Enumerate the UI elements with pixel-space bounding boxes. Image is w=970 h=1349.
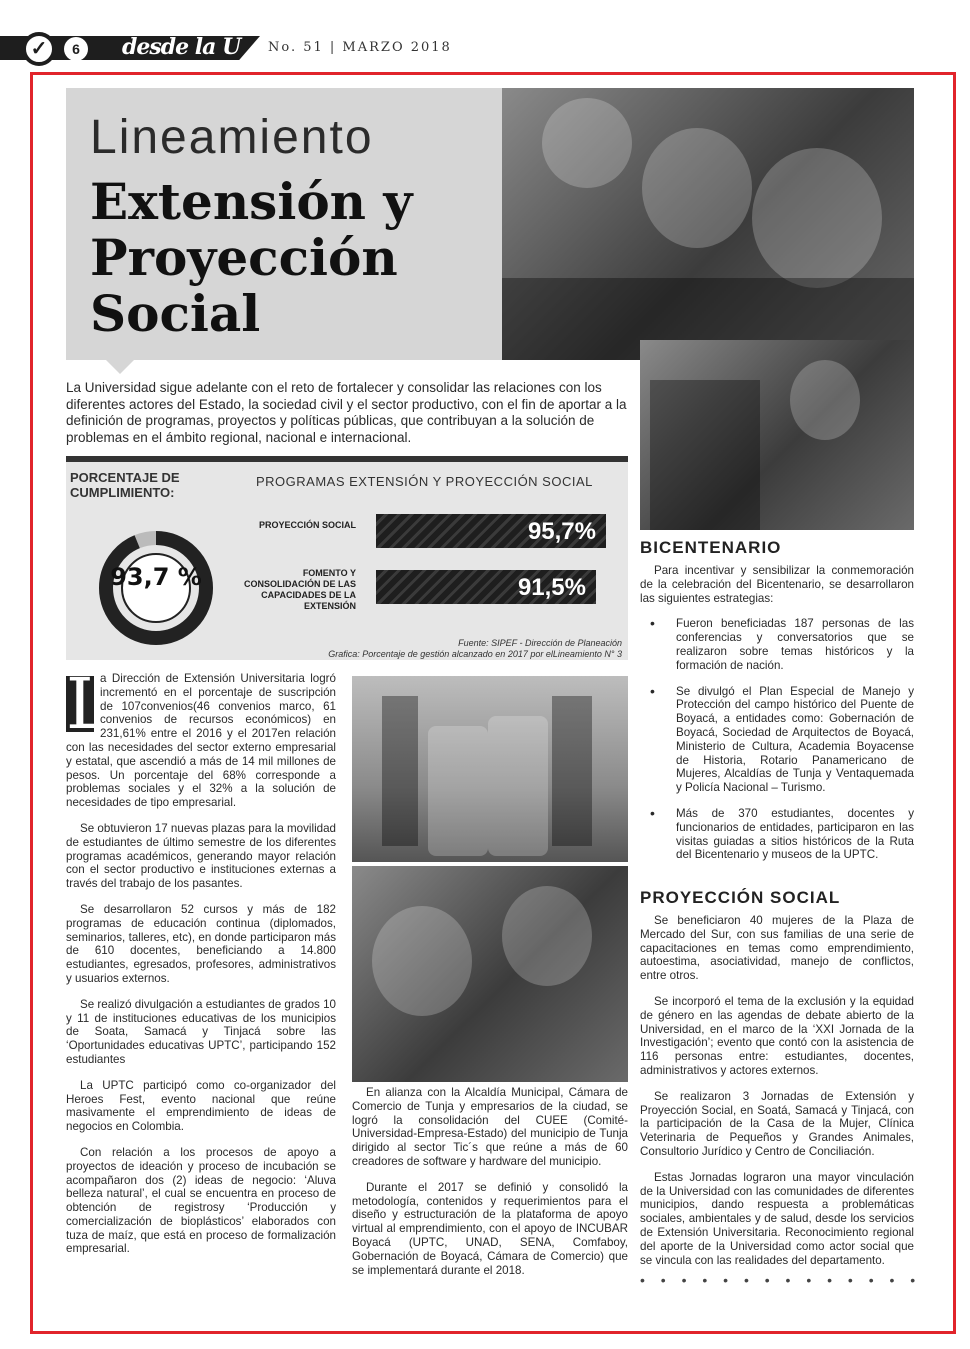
percent-title: PORCENTAJE DE CUMPLIMIENTO:: [70, 470, 180, 500]
bicentenario-photo: [640, 340, 914, 530]
page-number: 6: [64, 37, 88, 61]
chart-caption: Grafica: Porcentaje de gestión alcanzado en 2017 por elLineamiento N° 3: [328, 649, 622, 659]
headline-line2: Extensión y Proyección Social: [90, 172, 413, 343]
middle-column: [352, 1086, 628, 1289]
lede-paragraph: La Universidad sigue adelante con el reto de fortalecer y consolidar las relaciones con los diferentes actores del Estado, la sociedad civil y el sector productivo, con el fin de aportar a la definición de programas, proyectos y políticas públicas, que contribuyan a la solución de problemas en el ámbito regional, nacional e internacional.: [66, 380, 627, 445]
issue-label: No. 51 | MARZO 2018: [268, 40, 452, 55]
officials-photo: [352, 676, 628, 862]
list-item: • Se divulgó el Plan Especial de Manejo y Protección del campo histórico del Puente de Boyacá, a entidades como: Gobernación de Boyacá, Sociedad de Arquitectos de Boyacá, Ministerio de Cultura, Academia Boyacense de Historia, Rotario Panamericano de Mujeres, Alcaldías de Tunja y Ventaquemada y Policía Nacional – Turismo.: [640, 685, 914, 795]
paragraph: Se beneficiaron 40 mujeres de la Plaza de Mercado del Sur, con sus familias de una serie de capacitaciones en temas como emprendimiento, autoestima, asociatividad, manejo de conflictos, entre otros.: [640, 914, 914, 983]
paragraph: Estas Jornadas lograron una mayor vinculación de la Universidad con las comunidades de diferentes municipios, dando respuesta a problemáticas sociales, ambientales y de salud, desde los servicios de Extensión Universitaria. Reconocimiento regional del aporte de la Universidad como actor social que se vincula con las realidades del departamento.: [640, 1170, 914, 1267]
check-circle-icon: ✓: [22, 32, 56, 66]
paragraph: La UPTC participó como co-organizador del Heroes Fest, evento nacional que reúne masivamente el emprendimiento de ideas de negocios en Colombia.: [66, 1078, 336, 1134]
children-photo: [502, 88, 914, 360]
bicentenario-title: BICENTENARIO: [640, 538, 782, 557]
bar-label-fomento: FOMENTO Y CONSOLIDACIÓN DE LAS CAPACIDADES DE LA EXTENSIÓN: [243, 568, 356, 611]
source-note: Fuente: SIPEF - Dirección de Planeación: [458, 638, 622, 648]
paragraph: a Dirección de Extensión Universitaria logró incrementó en el porcentaje de suscripción de 107convenios(46 convenios marco, 61 convenios de recursos económicos) en 231,61% entre el 2016 y el 2017en relación con las necesidades del sector externo empresarial y estatal, que ascendió a más de 14 mil millones de pesos. Un porcentaje del 68% corresponde a problemas sociales y el 32% a la solución de necesidades de tipo empresarial.: [66, 672, 336, 810]
infographic-panel: [66, 456, 628, 660]
paragraph: Se incorporó el tema de la exclusión y la equidad de género en las agendas de debate abierto de la Universidad, en el marco de la ‘XXI Jornada de la Investigación’; evento que contó con la asistencia de 116 personas entre: estudiantes, docentes, administrativos y actores externos.: [640, 994, 914, 1077]
bar-label-proyeccion: PROYECCIÓN SOCIAL: [258, 520, 356, 530]
paragraph: Se desarrollaron 52 cursos y más de 182 programas de educación continua (diplomados, seminarios, talleres, etc), en donde participaron más de 610 docentes, beneficiando a 14.800 estudiantes, egresados, profesores, administrativos y usuarios externos.: [66, 902, 336, 985]
programs-title: PROGRAMAS EXTENSIÓN Y PROYECCIÓN SOCIAL: [256, 474, 593, 489]
headline-block: [66, 88, 502, 360]
right-column-top: [640, 564, 914, 874]
paragraph: Durante el 2017 se definió y consolidó la metodología, contenidos y requerimientos para el diseño y estructuración de la plataforma de apoyo virtual al emprendimiento, con el apoyo de INCUBAR Boyacá (UPTC, UNAD, SENA, Comfaboy, Gobernación de Boyacá, Cámara de Comercio) que se implementará durante el 2018.: [352, 1180, 628, 1277]
proyeccion-title: PROYECCIÓN SOCIAL: [640, 888, 841, 907]
paragraph: En alianza con la Alcaldía Municipal, Cámara de Comercio de Tunja y empresarios de la ciudad, se logró la consolidación del CUEE (Comité-Universidad-Empresa-Estado) del municipio de Tunja dirigido al sector Tic´s que reúne a más de 60 creadores de software y hardware del municipio.: [352, 1086, 628, 1168]
headline-pointer: [106, 360, 134, 374]
paragraph: Con relación a los procesos de apoyo a proyectos de ideación y proceso de incubación se acompañaron dos (2) ideas de negocio: ‘Aluva belleza natural’, el cual se encuentra en proceso de obtención de registrosy ‘Producción y comercialización de bioplásticos’ elaborados con tuza de maíz, que está en proceso de formalización empresarial.: [66, 1145, 336, 1256]
left-column: [66, 663, 336, 1268]
list-item: • Fueron beneficiadas 187 personas de las conferencias y conversatorios que se realizaron sobre temas históricos y la formación de nación.: [640, 617, 914, 672]
bar-fomento: [376, 570, 596, 604]
bar-value-proyeccion: 95,7%: [527, 518, 596, 545]
donut-value: 93,7 %: [110, 563, 202, 591]
bicentenario-list: [640, 617, 914, 862]
dropcap-letter: L: [66, 663, 113, 745]
publication-logo: desde la U: [122, 34, 241, 60]
end-dots: • • • • • • • • • • • • • •: [640, 1272, 922, 1288]
bar-proyeccion: [376, 514, 606, 548]
paragraph: Se obtuvieron 17 nuevas plazas para la movilidad de estudiantes de último semestre de los diferentes programas académicos, generando mayor relación con el sector productivo e instituciones externas a través del trabajo de los pasantes.: [66, 821, 336, 891]
list-item: • Más de 370 estudiantes, docentes y funcionarios de entidades, participaron en las visitas guiadas a sitios históricos de la Ruta del Bicentenario y museos de la UPTC.: [640, 807, 914, 862]
infographic-note: [306, 638, 622, 660]
headline-line1: Lineamiento: [90, 111, 374, 164]
doctor-child-photo: [352, 866, 628, 1082]
bicentenario-intro: Para incentivar y sensibilizar la conmemoración de la celebración del Bicentenario, se desarrollaron las siguientes estrategias:: [640, 564, 914, 605]
bar-value-fomento: 91,5%: [517, 574, 586, 601]
right-column-bottom: [640, 914, 914, 1279]
paragraph: Se realizó divulgación a estudiantes de grados 10 y 11 de instituciones educativas de los municipios de Soata, Samacá y Tinjacá sobre las ‘Oportunidades educativas UPTC’, participando 152 estudiantes: [66, 997, 336, 1066]
paragraph: Se realizaron 3 Jornadas de Extensión y Proyección Social, en Soatá, Samacá y Tinjacá, con la participación de la Casa de la Mujer, Clínica Veterinaria de Pequeños y Grandes Animales, Consultorio Jurídico y Centro de Conciliación.: [640, 1089, 914, 1158]
page-header: [0, 28, 970, 68]
